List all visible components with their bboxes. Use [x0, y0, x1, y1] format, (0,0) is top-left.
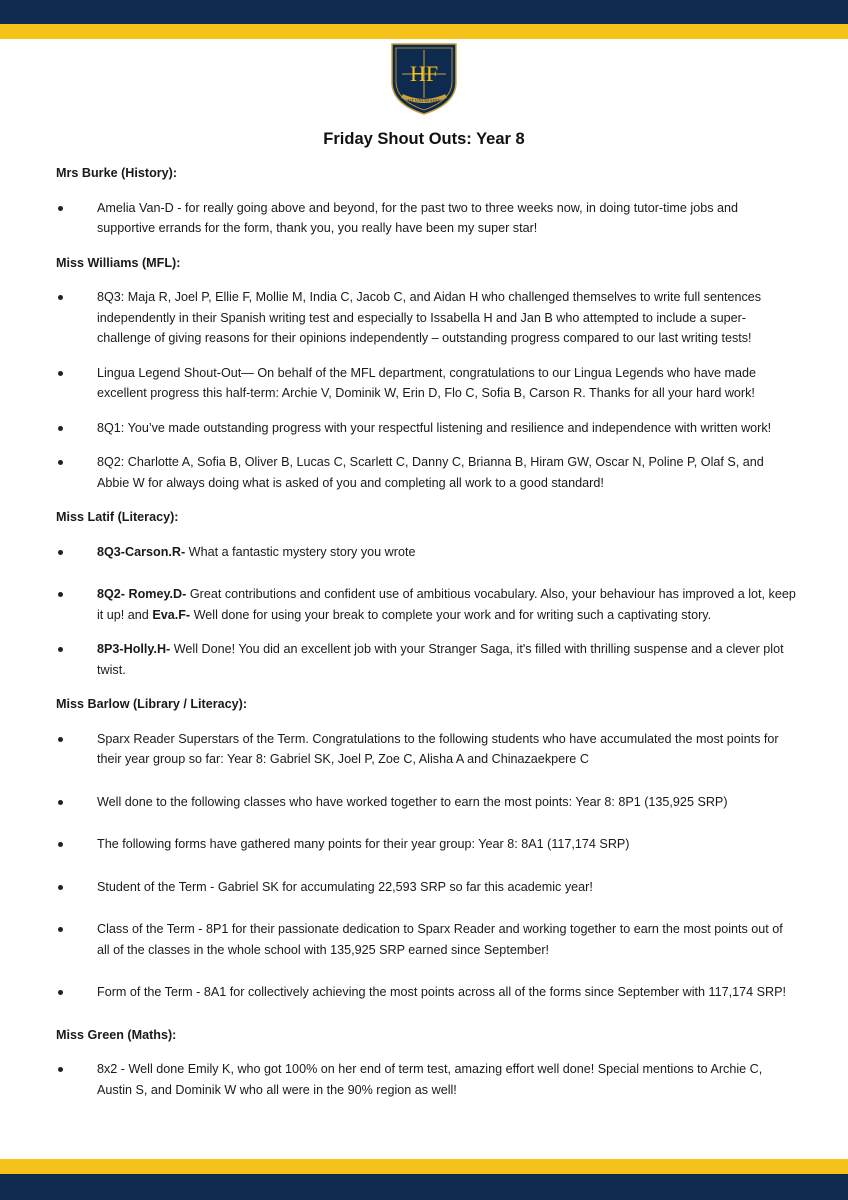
- list-item: [56, 584, 796, 625]
- list-item: Lingua Legend Shout-Out— On behalf of the MFL department, congratulations to our Lingua Legends who have made excellent progress this half-term: Archie V, Dominik W, Erin D, Flo C, Sofia B, Carson R. Thanks for all your hard work!: [56, 363, 796, 404]
- bottom-gold-band: [0, 1159, 848, 1174]
- list-item: 8Q3: Maja R, Joel P, Ellie F, Mollie M, India C, Jacob C, and Aidan H who challenged themselves to write full sentences independently in their Spanish writing test and especially to Issabella H and Jan B who attempted to include a super-challenge of giving reasons for their opinions independently – outstanding progress compared to our last writing tests!: [56, 287, 796, 349]
- list-item: Amelia Van-D - for really going above and beyond, for the past two to three weeks now, in doing tutor-time jobs and supportive errands for the form, thank you, you really have been my super star!: [56, 198, 796, 239]
- list-item: [56, 542, 796, 563]
- shout-out-text: Well done for using your break to complete your work and for writing such a captivating story.: [190, 607, 712, 622]
- section-heading-burke: Mrs Burke (History):: [56, 166, 178, 180]
- list-item: 8x2 - Well done Emily K, who got 100% on her end of term test, amazing effort well done! Special mentions to Archie C, Austin S, and Dominik W who all were in the 90% region as well!: [56, 1059, 796, 1100]
- list-item: 8Q2: Charlotte A, Sofia B, Oliver B, Lucas C, Scarlett C, Danny C, Brianna B, Hiram GW, Oscar N, Poline P, Olaf S, and Abbie W for always doing what is asked of you and completing all work to a good standard!: [56, 452, 796, 493]
- list-item: Class of the Term - 8P1 for their passionate dedication to Sparx Reader and working together to earn the most points out of all of the classes in the whole school with 135,925 SRP earned since September!: [56, 919, 796, 960]
- student-name: 8Q3-Carson.R-: [97, 544, 186, 559]
- student-name: Eva.F-: [152, 607, 191, 622]
- list-item: Form of the Term - 8A1 for collectively achieving the most points across all of the forms since September with 117,174 SRP!: [56, 982, 796, 1003]
- svg-text:UT UNUM SINT: UT UNUM SINT: [408, 98, 440, 103]
- shout-out-text: What a fantastic mystery story you wrote: [185, 544, 416, 559]
- page-title: Friday Shout Outs: Year 8: [323, 130, 525, 148]
- list-item: 8Q1: You’ve made outstanding progress with your respectful listening and resilience and independence with written work!: [56, 418, 796, 439]
- section-heading-green: Miss Green (Maths):: [56, 1027, 177, 1042]
- section-heading-barlow: Miss Barlow (Library / Literacy):: [56, 697, 248, 711]
- list-item: Well done to the following classes who have worked together to earn the most points: Year 8: 8P1 (135,925 SRP): [56, 792, 796, 813]
- student-name: 8P3-Holly.H-: [97, 642, 171, 656]
- shout-outs-content: [56, 163, 796, 1114]
- svg-text:HF: HF: [409, 61, 439, 86]
- list-item: Sparx Reader Superstars of the Term. Congratulations to the following students who have accumulated the most points for their year group so far: Year 8: Gabriel SK, Joel P, Zoe C, Alisha A and Chinazaekpere C: [56, 729, 796, 770]
- school-crest-logo: [386, 40, 462, 116]
- student-name: 8Q2- Romey.D-: [97, 587, 187, 601]
- top-navy-band: [0, 0, 848, 24]
- section-heading-williams: Miss Williams (MFL):: [56, 255, 181, 270]
- shout-out-text: Great contributions and confident use of ambitious vocabulary. Also, your behaviour has improved a lot, keep it up! and: [97, 587, 796, 622]
- bottom-navy-band: [0, 1174, 848, 1200]
- list-item: The following forms have gathered many points for their year group: Year 8: 8A1 (117,174 SRP): [56, 834, 796, 855]
- section-heading-latif: Miss Latif (Literacy):: [56, 510, 179, 524]
- list-item: [56, 639, 796, 680]
- shout-out-text: Well Done! You did an excellent job with your Stranger Saga, it's filled with thrilling suspense and a clever plot twist.: [97, 642, 784, 677]
- list-item: Student of the Term - Gabriel SK for accumulating 22,593 SRP so far this academic year!: [56, 877, 796, 898]
- top-gold-band: [0, 24, 848, 39]
